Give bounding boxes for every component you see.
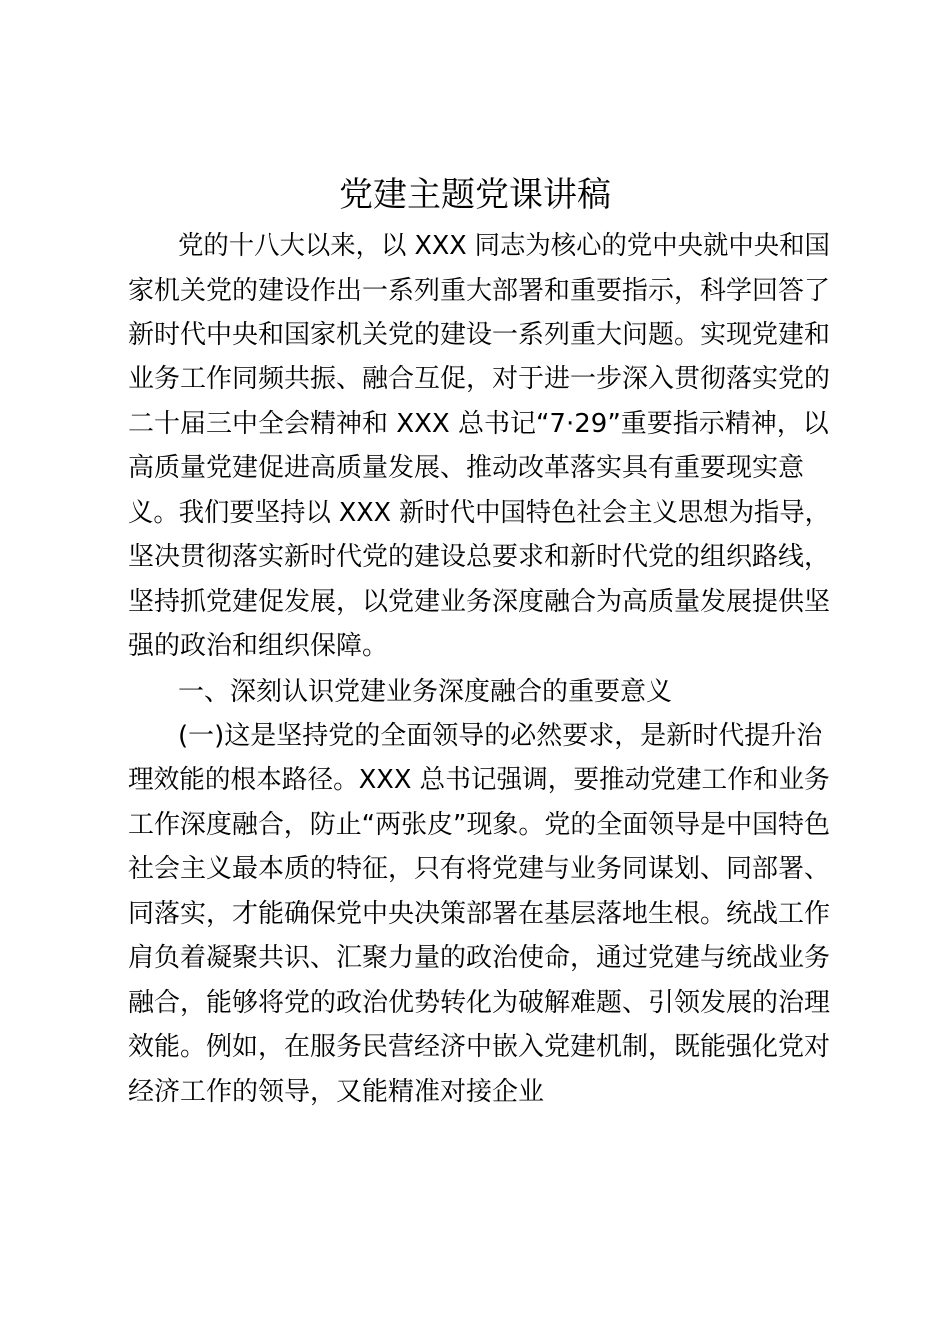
paragraph-line: 理效能的根本路径。XXX 总书记强调，要推动党建工作和业务 [128, 765, 830, 795]
paragraph-line: 义。我们要坚持以 XXX 新时代中国特色社会主义思想为指导， [128, 498, 830, 528]
paragraph-line: 肩负着凝聚共识、汇聚力量的政治使命，通过党建与统战业务 [128, 943, 831, 973]
paragraph-line: 强的政治和组织保障。 [128, 631, 389, 661]
paragraph-line: 坚决贯彻落实新时代党的建设总要求和新时代党的组织路线， [128, 542, 831, 572]
paragraph-line: 工作深度融合，防止“两张皮”现象。党的全面领导是中国特色 [128, 810, 830, 840]
paragraph-line: 党的十八大以来，以 XXX 同志为核心的党中央就中央和国 [178, 231, 830, 261]
paragraph-line: 经济工作的领导，又能精准对接企业 [128, 1077, 545, 1107]
paragraph-line: 社会主义最本质的特征，只有将党建与业务同谋划、同部署、 [128, 854, 831, 884]
paragraph-line: 融合，能够将党的政治优势转化为破解难题、引领发展的治理 [128, 988, 831, 1018]
paragraph-line: 高质量党建促进高质量发展、推动改革落实具有重要现实意 [128, 453, 805, 483]
paragraph-line: 业务工作同频共振、融合互促，对于进一步深入贯彻落实党的 [128, 364, 831, 394]
paragraph-line: 效能。例如，在服务民营经济中嵌入党建机制，既能强化党对 [128, 1032, 831, 1062]
paragraph-line: 坚持抓党建促发展，以党建业务深度融合为高质量发展提供坚 [128, 587, 831, 617]
paragraph-line: 家机关党的建设作出一系列重大部署和重要指示，科学回答了 [128, 276, 831, 306]
paragraph-line: (一)这是坚持党的全面领导的必然要求，是新时代提升治 [178, 721, 823, 751]
paragraph-line: 新时代中央和国家机关党的建设一系列重大问题。实现党建和 [128, 320, 831, 350]
paragraph-line: 二十届三中全会精神和 XXX 总书记“7·29”重要指示精神，以 [128, 409, 829, 439]
paragraph-line: 同落实，才能确保党中央决策部署在基层落地生根。统战工作 [128, 899, 831, 929]
section-heading: 一、深刻认识党建业务深度融合的重要意义 [178, 677, 673, 707]
document-title: 党建主题党课讲稿 [339, 175, 611, 215]
